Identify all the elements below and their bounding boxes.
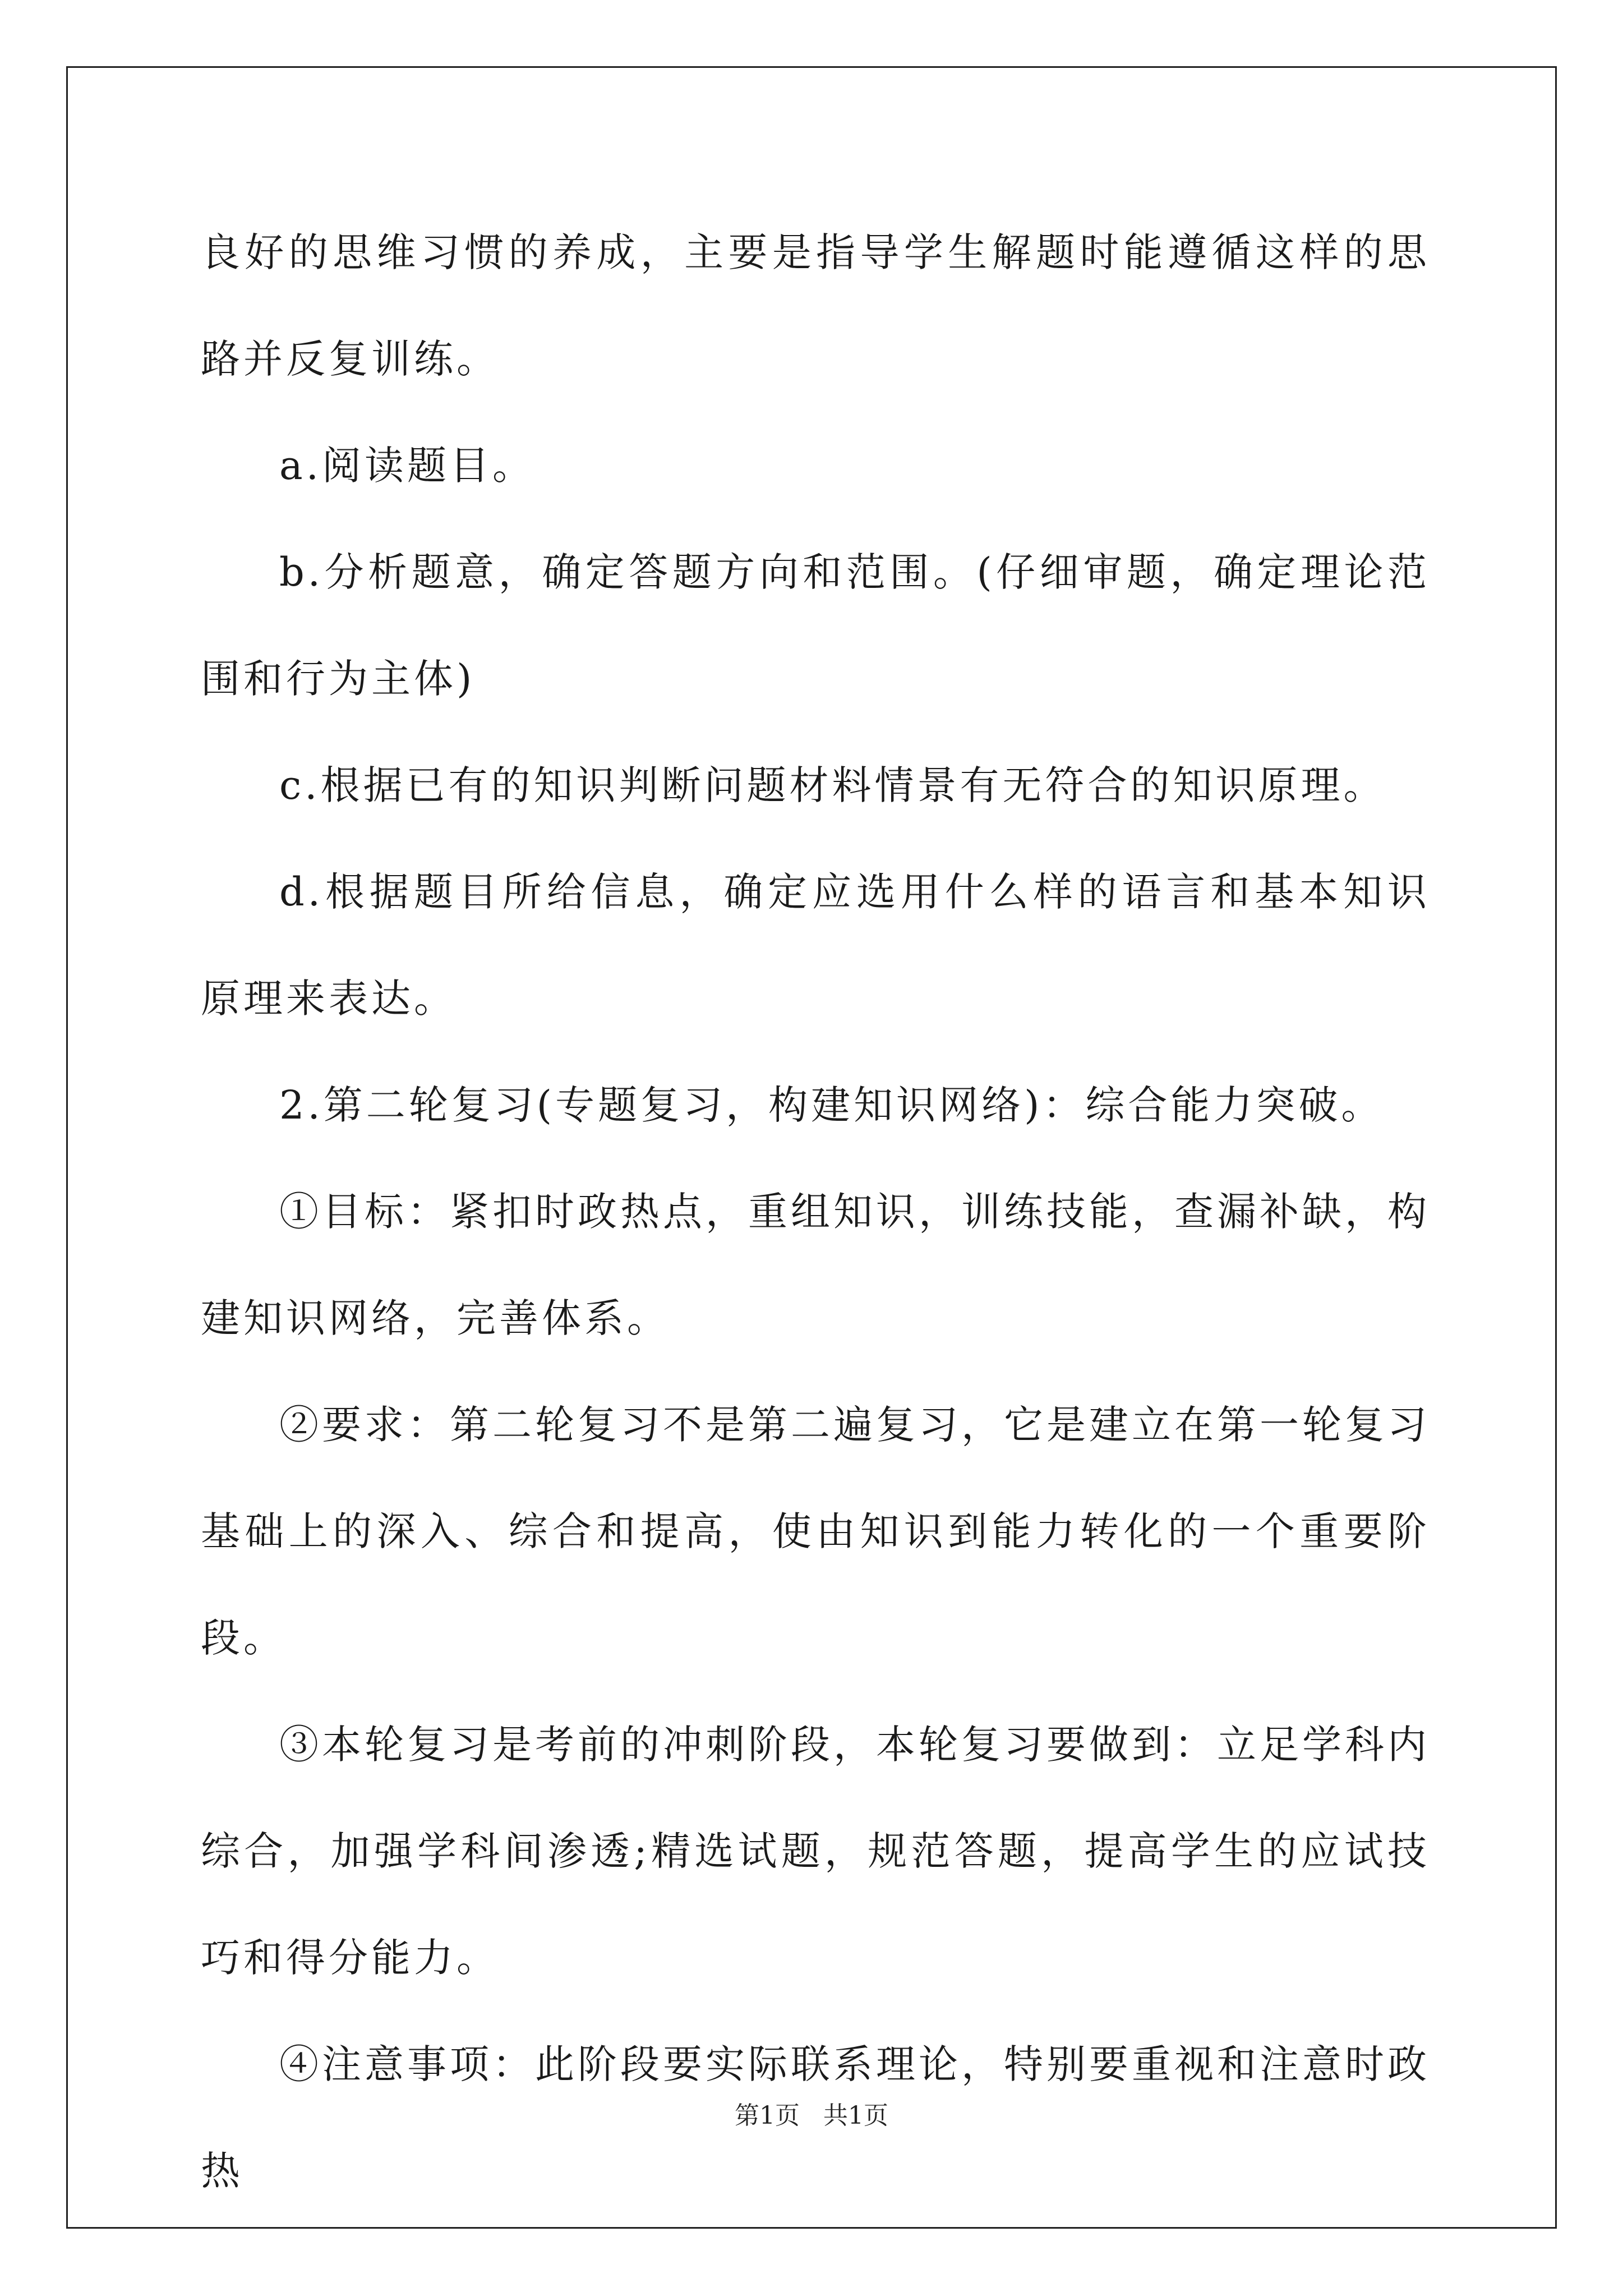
paragraph-requirement: ②要求：第二轮复习不是第二遍复习，它是建立在第一轮复习基础上的深入、综合和提高，使由知识到能力转化的一个重要阶段。: [201, 1402, 1430, 1661]
paragraph-second-round: 2.第二轮复习(专题复习，构建知识网络)：综合能力突破。: [279, 1082, 1384, 1128]
document-body: [201, 199, 1430, 2224]
paragraph-step-b: b.分析题意，确定答题方向和范围。(仔细审题，确定理论范围和行为主体): [201, 549, 1430, 702]
paragraph-step-d: d.根据题目所给信息，确定应选用什么样的语言和基本知识原理来表达。: [201, 869, 1430, 1022]
paragraph-continuation: 良好的思维习惯的养成，主要是指导学生解题时能遵循这样的思路并反复训练。: [201, 229, 1430, 382]
paragraph-step-a: a.阅读题目。: [279, 443, 535, 489]
paragraph-step-c: c.根据已有的知识判断问题材料情景有无符合的知识原理。: [279, 762, 1386, 808]
paragraph-goal: ①目标：紧扣时政热点，重组知识，训练技能，查漏补缺，构建知识网络，完善体系。: [201, 1189, 1430, 1341]
paragraph-notes: ④注意事项：此阶段要实际联系理论，特别要重视和注意时政热: [201, 2041, 1430, 2194]
paragraph-sprint-stage: ③本轮复习是考前的冲刺阶段，本轮复习要做到：立足学科内综合，加强学科间渗透;精选试题，规范答题，提高学生的应试技巧和得分能力。: [201, 1722, 1430, 1981]
page-number: 第1页 共1页: [735, 2101, 888, 2130]
